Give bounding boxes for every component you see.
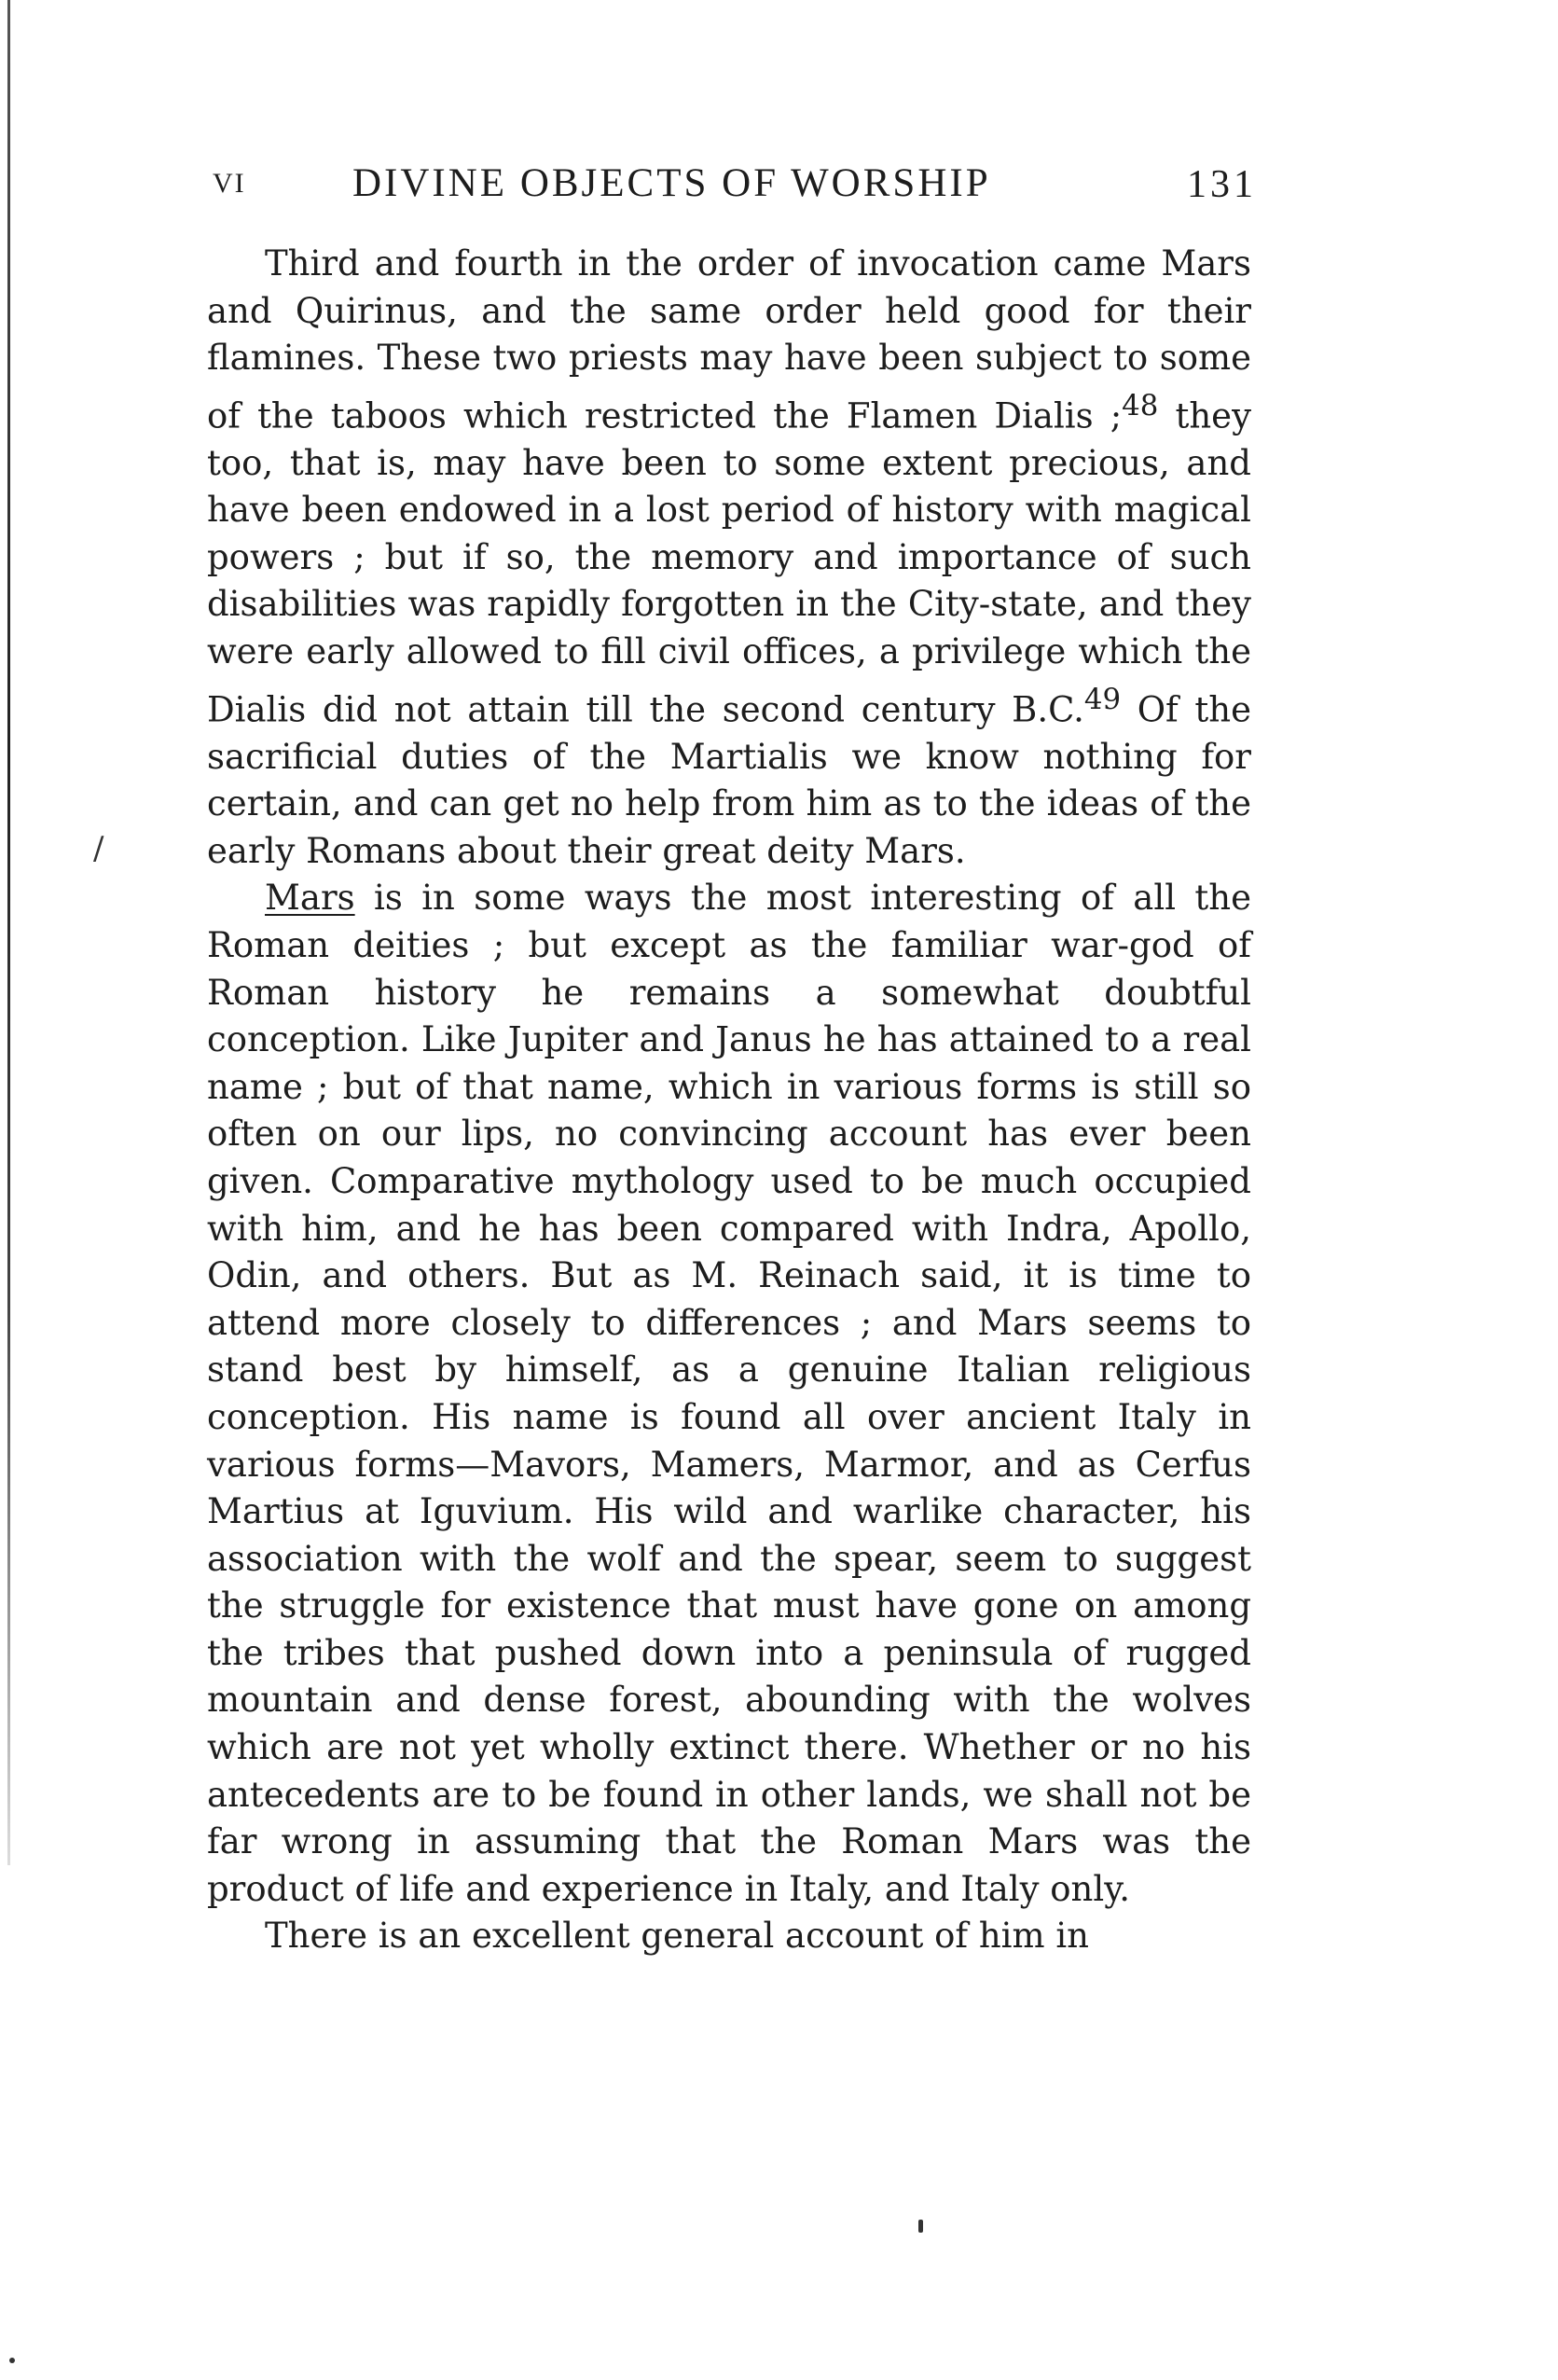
paragraph-1-text-b: they too, that is, may have been to some extent precious, and have been endowed in a lost period of history with magical powers ; but if so, the memory and importance of such disabilities was rapidly forgotten in the City-state, and they were early allowed to fill civil offices, a privilege which the Dialis did not attain till the second century B.C. [207,395,1251,729]
underlined-word: Mars [265,878,355,919]
body-text [207,241,1251,1960]
page-number: 131 [1187,163,1257,206]
running-title: DIVINE OBJECTS OF WORSHIP [352,161,991,205]
paragraph-1-text-c: Of the sacrificial duties of the Martialis we know nothing for certain, and can get no help from him as to the ideas of the early Romans about their great deity Mars. [207,689,1251,871]
paragraph-2 [207,875,1251,1913]
footnote-ref-49: 49 [1083,682,1122,716]
page-binding-edge [7,0,10,1865]
running-header [213,160,1257,216]
ink-speck [918,2220,923,2233]
ink-speck [9,2358,15,2363]
footnote-ref-48: 48 [1122,388,1159,422]
paragraph-3 [207,1913,1251,1960]
margin-pencil-mark: / [93,830,104,867]
paragraph-3-text: There is an excellent general account of him in [265,1916,1090,1957]
paragraph-1 [207,241,1251,875]
chapter-number: VI [213,168,246,199]
paragraph-1-text-a: Third and fourth in the order of invocation came Mars and Quirinus, and the same order held good for their flamines. These two priests may have been subject to some of the taboos which restricted the Flamen Dialis ; [207,243,1251,436]
paragraph-2-text: is in some ways the most interesting of all the Roman deities ; but except as the familiar war-god of Roman history he remains a somewhat doubtful conception. Like Jupiter and Janus he has attained to a real name ; but of that name, which in various forms is still so often on our lips, no convincing account has ever been given. Comparative mythology used to be much occupied with him, and he has been compared with Indra, Apollo, Odin, and others. But as M. Reinach said, it is time to attend more closely to differences ; and Mars seems to stand best by himself, as a genuine Italian religious conception. His name is found all over ancient Italy in various forms—Mavors, Mamers, Marmor, and as Cerfus Martius at Iguvium. His wild and warlike character, his association with the wolf and the spear, seem to suggest the struggle for existence that must have gone on among the tribes that pushed down into a peninsula of rugged mountain and dense forest, abounding with the wolves which are not yet wholly extinct there. Whether or no his antecedents are to be found in other lands, we shall not be far wrong in assuming that the Roman Mars was the product of life and experience in Italy, and Italy only. [207,878,1251,1909]
